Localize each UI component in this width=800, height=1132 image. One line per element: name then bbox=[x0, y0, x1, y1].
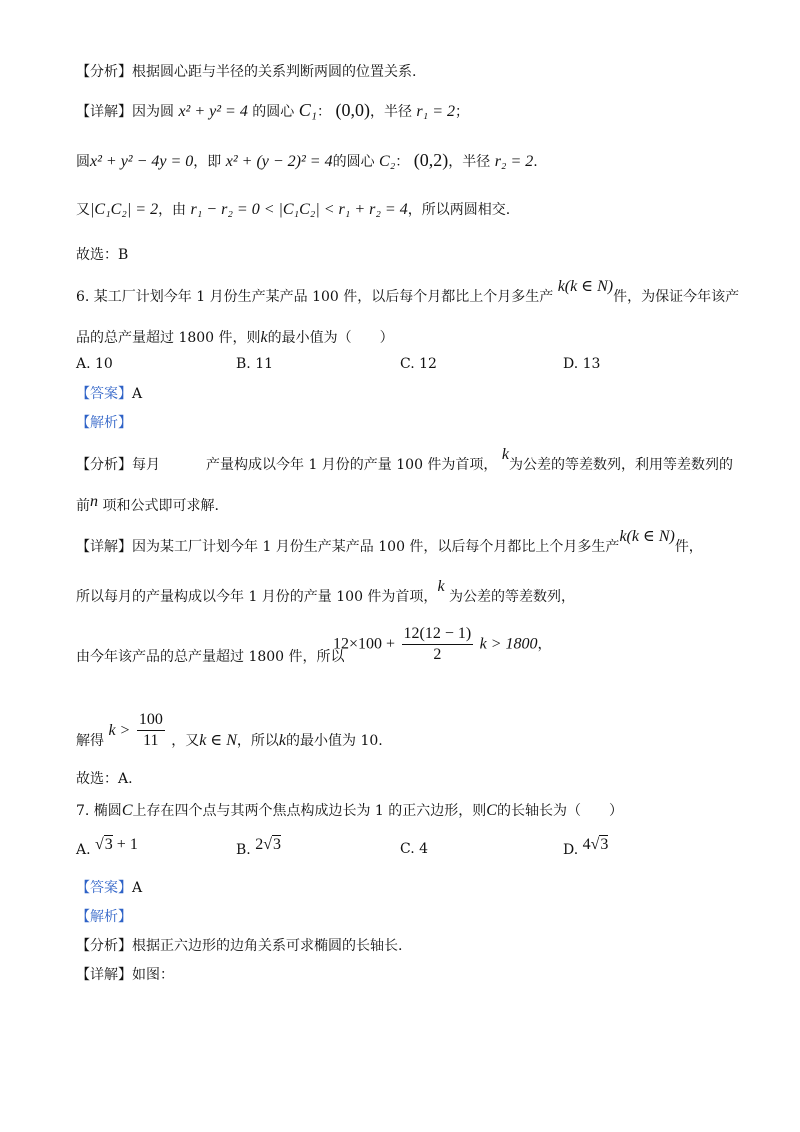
detail-text: 如图： bbox=[132, 967, 174, 983]
answer-tag: 【答案】 bbox=[76, 386, 132, 402]
variable-k: k bbox=[501, 446, 509, 463]
option-label: C. bbox=[400, 841, 415, 857]
colon: ： bbox=[317, 104, 332, 120]
semicolon: ； bbox=[455, 104, 470, 120]
k-condition: k(k ∈ N) bbox=[557, 278, 614, 295]
q7-analysis-line bbox=[76, 936, 402, 956]
ie-word: ，即 bbox=[193, 154, 222, 170]
center-c2: C₂ bbox=[379, 153, 396, 170]
radius-r2: r₂ = 2 bbox=[494, 153, 534, 170]
k-in-n: k ∈ N bbox=[199, 731, 237, 749]
q7-option-a bbox=[76, 836, 138, 858]
analysis-tag: 【分析】 bbox=[76, 64, 132, 80]
q7-stem-a: 7. 椭圆 bbox=[76, 803, 122, 819]
q6-solve-line bbox=[76, 700, 383, 749]
q6-jiexi-tag: 【解析】 bbox=[76, 415, 132, 431]
analysis-text: 根据圆心距与半径的关系判断两圆的位置关系. bbox=[132, 64, 417, 80]
conclusion: ，所以两圆相交. bbox=[407, 202, 511, 218]
q6-stem-text: 6. 某工厂计划今年 1 月份生产某产品 100 件，以后每个月都比上个月多生产 bbox=[76, 289, 554, 305]
min-text-a: ，所以 bbox=[236, 732, 279, 749]
detail-tag: 【详解】 bbox=[76, 104, 132, 120]
q6-option-b bbox=[236, 356, 273, 372]
q7-option-b bbox=[236, 836, 281, 858]
q6-detail-line-2 bbox=[76, 578, 575, 607]
q6-stem-line-2 bbox=[76, 328, 394, 348]
coefficient: 4 bbox=[582, 836, 591, 853]
variable-n: n bbox=[90, 493, 98, 510]
detail-tag: 【详解】 bbox=[76, 539, 132, 555]
variable-C: C bbox=[121, 802, 133, 819]
answer-value: A bbox=[132, 386, 143, 402]
detail-text: 因为某工厂计划今年 1 月份生产某产品 100 件，以后每个月都比上个月多生产 bbox=[132, 539, 620, 555]
q6-choice: 故选：A. bbox=[76, 771, 133, 787]
q5-choice: 故选：B bbox=[76, 247, 129, 263]
option-label: A. bbox=[76, 842, 91, 858]
q7-stem-c: 的长轴长为（ ） bbox=[496, 803, 623, 819]
analysis-text: 根据正六边形的边角关系可求椭圆的长轴长. bbox=[132, 938, 403, 954]
sqrt-radicand: 3 bbox=[600, 836, 609, 853]
q7-option-c bbox=[400, 841, 428, 857]
q6-stem-text-end: 件，为保证今年该产 bbox=[613, 289, 740, 305]
option-value: √3 + 1 bbox=[95, 836, 138, 853]
also-word: ，又 bbox=[171, 732, 200, 749]
option-label: D. bbox=[563, 842, 579, 858]
comma: ， bbox=[537, 636, 552, 653]
q6-option-d bbox=[563, 356, 600, 372]
detail-text-end: 件， bbox=[674, 539, 703, 555]
analysis-text-c: 为公差的等差数列，利用等差数列的 bbox=[509, 457, 733, 473]
center-c1: C₁ bbox=[298, 100, 318, 120]
q6-stem-line-1 bbox=[76, 278, 740, 307]
fraction-denominator: 11 bbox=[143, 732, 159, 749]
sum-lhs: 12×100 + bbox=[333, 635, 396, 653]
q7-jiexi-tag: 【解析】 bbox=[76, 909, 132, 925]
q6-answer-line bbox=[76, 384, 142, 404]
q7-answer-line bbox=[76, 878, 142, 898]
answer-tag: 【答案】 bbox=[76, 880, 132, 896]
variable-k: k bbox=[278, 731, 286, 749]
analysis-text-end: 项和公式即可求解. bbox=[102, 498, 219, 514]
also-word: 又 bbox=[76, 202, 90, 218]
q6-analysis-line-1 bbox=[76, 446, 733, 475]
q6-stem-text-2: 品的总产量超过 1800 件，则 bbox=[76, 330, 261, 346]
q6-option-c bbox=[400, 356, 437, 372]
c1-coordinates: (0,0) bbox=[335, 100, 370, 120]
variable-C: C bbox=[486, 802, 497, 819]
sqrt-radicand: 3 bbox=[104, 836, 113, 853]
option-label: D. bbox=[563, 356, 579, 372]
equation-circle-1: x² + y² = 4 bbox=[178, 103, 248, 120]
option-value: 4√3 bbox=[582, 836, 609, 853]
option-label: C. bbox=[400, 356, 415, 372]
equation-circle-2-standard: x² + (y − 2)² = 4 bbox=[225, 153, 333, 170]
q6-option-a bbox=[76, 356, 113, 372]
distance-equation: |C₁C₂| = 2 bbox=[90, 201, 159, 218]
colon: ： bbox=[395, 154, 410, 170]
q5-analysis-line bbox=[76, 62, 416, 82]
sum-numerator: 12(12 − 1) bbox=[402, 624, 474, 645]
radius-word: ，半径 bbox=[448, 154, 491, 170]
q7-detail-line bbox=[76, 965, 174, 985]
option-label: A. bbox=[76, 356, 91, 372]
circle-word: 圆 bbox=[76, 154, 90, 170]
option-value: 11 bbox=[255, 356, 274, 372]
q5-detail-line-2 bbox=[76, 150, 538, 172]
period: . bbox=[533, 154, 538, 170]
equation-circle-2: x² + y² − 4y = 0 bbox=[90, 153, 194, 170]
q5-detail-line-3 bbox=[76, 200, 510, 220]
detail-text: 因为圆 bbox=[132, 104, 174, 120]
variable-k: k bbox=[260, 329, 268, 346]
q6-detail-line-3 bbox=[76, 647, 345, 667]
q6-detail-line-1 bbox=[76, 528, 703, 557]
by-word: ，由 bbox=[158, 202, 187, 218]
coefficient: 2 bbox=[255, 836, 264, 853]
q5-detail-line-1 bbox=[76, 100, 469, 122]
c2-coordinates: (0,2) bbox=[413, 150, 449, 170]
radius-word: ，半径 bbox=[369, 104, 412, 120]
analysis-text-b: 产量构成以今年 1 月份的产量 100 件为首项， bbox=[206, 457, 498, 473]
analysis-tag: 【分析】 bbox=[76, 457, 132, 473]
k-condition: k(k ∈ N) bbox=[619, 528, 675, 545]
detail-text-3: 由今年该产品的总产量超过 1800 件，所以 bbox=[76, 649, 345, 665]
radius-r1: r₁ = 2 bbox=[416, 103, 456, 120]
q7-option-d bbox=[563, 836, 609, 858]
radius-inequality: r₁ − r₂ = 0 < |C₁C₂| < r₁ + r₂ = 4 bbox=[190, 201, 408, 218]
q6-stem-text-2-end: 的最小值为（ ） bbox=[267, 330, 394, 346]
q7-stem bbox=[76, 801, 623, 821]
option-value: 13 bbox=[582, 356, 601, 372]
detail-text-2b: 为公差的等差数列， bbox=[449, 589, 575, 605]
sum-fraction bbox=[402, 624, 474, 665]
sum-formula bbox=[333, 624, 552, 665]
answer-value: A bbox=[132, 880, 143, 896]
analysis-tag: 【分析】 bbox=[76, 938, 132, 954]
detail-tag: 【详解】 bbox=[76, 967, 132, 983]
option-value: 12 bbox=[419, 356, 437, 372]
q7-stem-b: 上存在四个点与其两个焦点构成边长为 1 的正六边形，则 bbox=[132, 803, 487, 819]
fraction-numerator: 100 bbox=[137, 710, 165, 731]
center-word: 的圆心 bbox=[332, 154, 375, 170]
option-label: B. bbox=[236, 356, 251, 372]
detail-text-2a: 所以每月的产量构成以今年 1 月份的产量 100 件为首项， bbox=[76, 589, 438, 605]
sum-denominator: 2 bbox=[433, 646, 442, 663]
option-value: 10 bbox=[95, 356, 113, 372]
analysis-text-a: 每月 bbox=[132, 457, 160, 473]
k-bound-fraction bbox=[137, 710, 165, 751]
solve-word: 解得 bbox=[76, 732, 104, 749]
sqrt-radicand: 3 bbox=[272, 836, 281, 853]
center-word: 的圆心 bbox=[252, 104, 295, 120]
k-greater: k > bbox=[108, 721, 131, 739]
q6-analysis-line-2 bbox=[76, 493, 219, 516]
variable-k: k bbox=[437, 578, 445, 595]
analysis-text-front: 前 bbox=[76, 498, 90, 514]
min-text-b: 的最小值为 10. bbox=[286, 732, 383, 749]
sum-rhs: k > 1800 bbox=[479, 635, 538, 653]
option-value: 4 bbox=[419, 841, 429, 857]
option-value: 2√3 bbox=[255, 836, 281, 853]
option-label: B. bbox=[236, 842, 251, 858]
